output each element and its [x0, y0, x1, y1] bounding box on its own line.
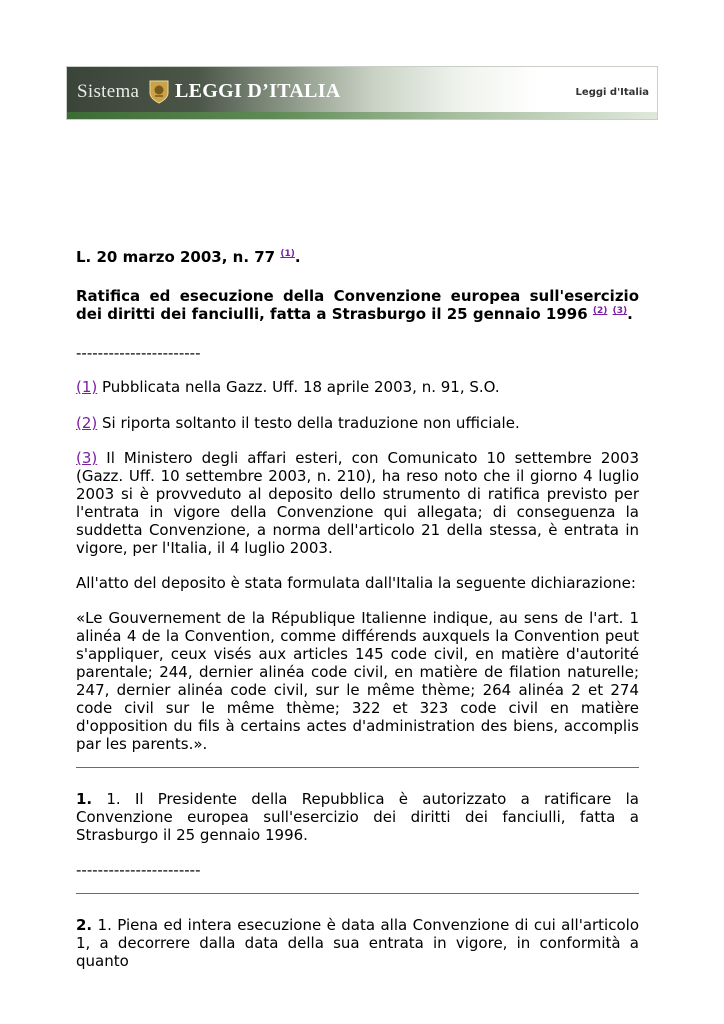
separator-dashes: -----------------------	[76, 344, 201, 362]
section-divider	[76, 767, 639, 768]
note-1	[76, 378, 639, 396]
note-ref-2[interactable]: (2)	[76, 414, 98, 432]
header-banner	[66, 66, 658, 120]
law-subject-text: Ratifica ed esecuzione della Convenzione europea sull'esercizio dei diritti dei fanciulli, fatta a Strasburgo il 25 gennaio 1996	[76, 287, 639, 323]
article-number: 2.	[76, 916, 93, 934]
separator-dashes: -----------------------	[76, 861, 201, 879]
article-2	[76, 916, 639, 970]
law-subject	[76, 287, 639, 323]
note-ref-1[interactable]: (1)	[76, 378, 98, 396]
law-title-end: .	[294, 248, 301, 266]
declaration-text: «Le Gouvernement de la République Italienne indique, au sens de l'art. 1 alinéa 4 de la Convention, comme différends auxquels la Convention peut s'appliquer, ceux visés aux articles 145 code civil, en matière d'autorité parentale; 244, dernier alinéa code civil, en matière de filation naturelle; 247, dernier alinéa code civil, sur le même thème; 264 alinéa 2 et 274 code civil sur le même thème; 322 et 323 code civil en matière d'opposition du fils à certains actes d'administration des biens, accomplis par les parents.».	[76, 609, 639, 753]
note-3	[76, 449, 639, 557]
article-text: 1. Piena ed intera esecuzione è data alla Convenzione di cui all'articolo 1, a decorrere dalla data della sua entrata in vigore, in conformità a quanto	[76, 916, 639, 970]
section-divider	[76, 893, 639, 894]
law-title-text: L. 20 marzo 2003, n. 77	[76, 248, 276, 266]
note-ref-3[interactable]: (3)	[76, 449, 98, 467]
declaration-intro: All'atto del deposito è stata formulata dall'Italia la seguente dichiarazione:	[76, 574, 636, 592]
note-text: Si riporta soltanto il testo della traduzione non ufficiale.	[97, 414, 520, 432]
law-title	[76, 248, 639, 266]
note-2	[76, 414, 639, 432]
law-subject-end: .	[627, 305, 633, 323]
leggi-logo-icon	[147, 78, 171, 104]
footnote-link-2[interactable]: (2)	[592, 306, 608, 316]
article-1	[76, 790, 639, 844]
article-number: 1.	[76, 790, 93, 808]
brand-prefix: Sistema	[77, 81, 140, 102]
footnote-link-1[interactable]: (1)	[280, 249, 295, 259]
footnote-link-3[interactable]: (3)	[612, 306, 628, 316]
document-body	[76, 248, 639, 970]
banner-bottom-bar	[67, 112, 657, 119]
brand-name: LEGGI D’ITALIA	[175, 80, 341, 102]
note-text: Il Ministero degli affari esteri, con Comunicato 10 settembre 2003 (Gazz. Uff. 10 settembre 2003, n. 210), ha reso noto che il giorno 4 luglio 2003 si è provveduto al deposito dello strumento di ratifica previsto per l'entrata in vigore della Convenzione qui allegata; di conseguenza la suddetta Convenzione, a norma dell'articolo 21 della stessa, è entrata in vigore, per l'Italia, il 4 luglio 2003.	[76, 449, 639, 557]
article-text: 1. Il Presidente della Repubblica è autorizzato a ratificare la Convenzione europea sull'esercizio dei diritti dei fanciulli, fatta a Strasburgo il 25 gennaio 1996.	[76, 790, 639, 844]
note-text: Pubblicata nella Gazz. Uff. 18 aprile 2003, n. 91, S.O.	[97, 378, 500, 396]
header-right-label: Leggi d'Italia	[575, 87, 649, 98]
